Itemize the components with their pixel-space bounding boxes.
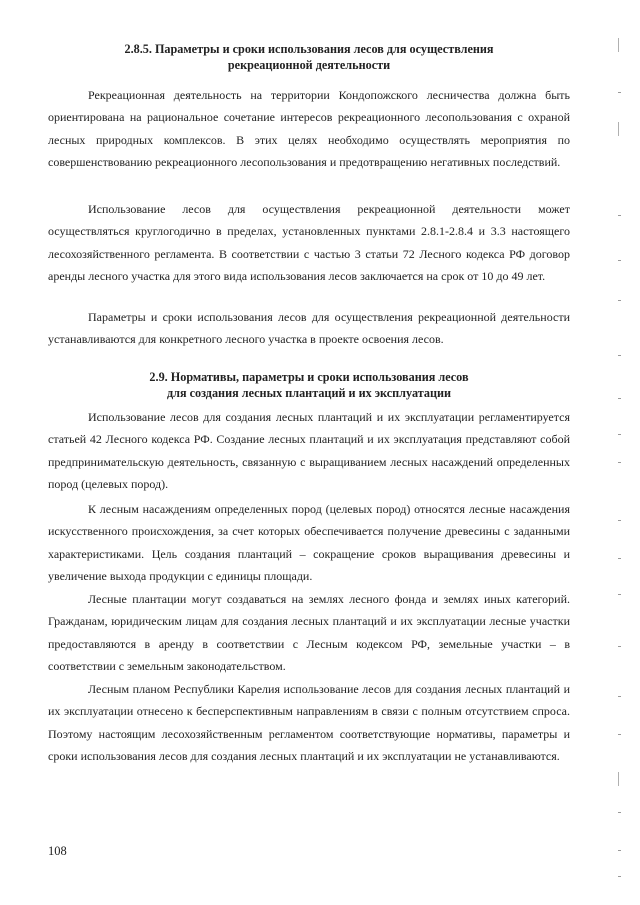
paragraph-plantations-regulation: Использование лесов для создания лесных плантаций и их эксплуатации регламентируется статьей 42 Лесного кодекса РФ. Создание лесных плантаций и их эксплуатация представляют собой предпринимательскую деятельность, связанную с выращиванием лесных насаждений определенных пород (целевых пород). <box>48 410 570 492</box>
section-heading-2-8-5 <box>48 41 570 73</box>
heading-line: рекреационной деятельности <box>227 58 391 72</box>
scan-mark <box>618 215 621 216</box>
scan-mark <box>618 772 619 786</box>
scan-mark <box>618 355 621 356</box>
scan-mark <box>618 434 621 435</box>
scan-mark <box>618 462 621 463</box>
scan-mark <box>618 38 619 52</box>
paragraph-target-species: К лесным насаждениям определенных пород (целевых пород) относятся лесные насаждения искусственного происхождения, за счет которых обеспечивается получение древесины с заданными характеристиками. Цель создания плантаций – сокращение сроков выращивания древесины и увеличение выхода продукции с единицы площади. <box>48 502 570 584</box>
paragraph-recreation-goals: Рекреационная деятельность на территории Кондопожского лесничества должна быть ориентирована на рациональное сочетание интересов рекреационного лесопользования с охраной лесных природных комплексов. В этих целях необходимо осуществлять мероприятия по совершенствованию рекреационного лесопользования и предотвращению негативных последствий. <box>48 88 570 170</box>
scan-mark <box>618 594 621 595</box>
paragraph-recreation-terms: Использование лесов для осуществления рекреационной деятельности может осуществляться круглогодично в пределах, установленных пунктами 2.8.1-2.8.4 и 3.3 настоящего лесохозяйственного регламента. В соответствии с частью 3 статьи 72 Лесного кодекса РФ договор аренды лесного участка для этого вида использования лесов заключается на срок от 10 до 49 лет. <box>48 202 570 284</box>
scan-mark <box>618 558 621 559</box>
section-heading-2-9 <box>48 369 570 401</box>
scan-mark <box>618 520 621 521</box>
scan-margin-marks <box>606 10 640 895</box>
paragraph-recreation-parameters: Параметры и сроки использования лесов для осуществления рекреационной деятельности устанавливаются для конкретного лесного участка в проекте освоения лесов. <box>48 310 570 347</box>
scan-mark <box>618 92 621 93</box>
heading-line: 2.9. Нормативы, параметры и сроки использования лесов <box>149 370 469 384</box>
paragraph-plantation-lands: Лесные плантации могут создаваться на землях лесного фонда и землях иных категорий. Гражданам, юридическим лицам для создания лесных плантаций и их эксплуатации лесные участки предоставляются в аренду в соответствии с Лесным кодексом РФ, земельные участки – в соответствии с земельным законодательством. <box>48 592 570 674</box>
scan-mark <box>618 876 621 877</box>
scan-mark <box>618 850 621 851</box>
scan-mark <box>618 300 621 301</box>
heading-line: 2.8.5. Параметры и сроки использования лесов для осуществления <box>124 42 494 56</box>
scan-mark <box>618 734 621 735</box>
scan-mark <box>618 398 621 399</box>
scan-mark <box>618 122 619 136</box>
scan-mark <box>618 812 621 813</box>
scan-mark <box>618 260 621 261</box>
scan-mark <box>618 696 621 697</box>
paragraph-karelia-plan: Лесным планом Республики Карелия использование лесов для создания лесных плантаций и их эксплуатации отнесено к бесперспективным направлениям в связи с полным отсутствием спроса. Поэтому настоящим лесохозяйственным регламентом соответствующие нормативы, параметры и сроки использования лесов для создания лесных плантаций и их эксплуатации не устанавливаются. <box>48 682 570 764</box>
page-number: 108 <box>48 844 67 858</box>
scan-mark <box>618 646 621 647</box>
heading-line: для создания лесных плантаций и их эксплуатации <box>166 386 452 400</box>
